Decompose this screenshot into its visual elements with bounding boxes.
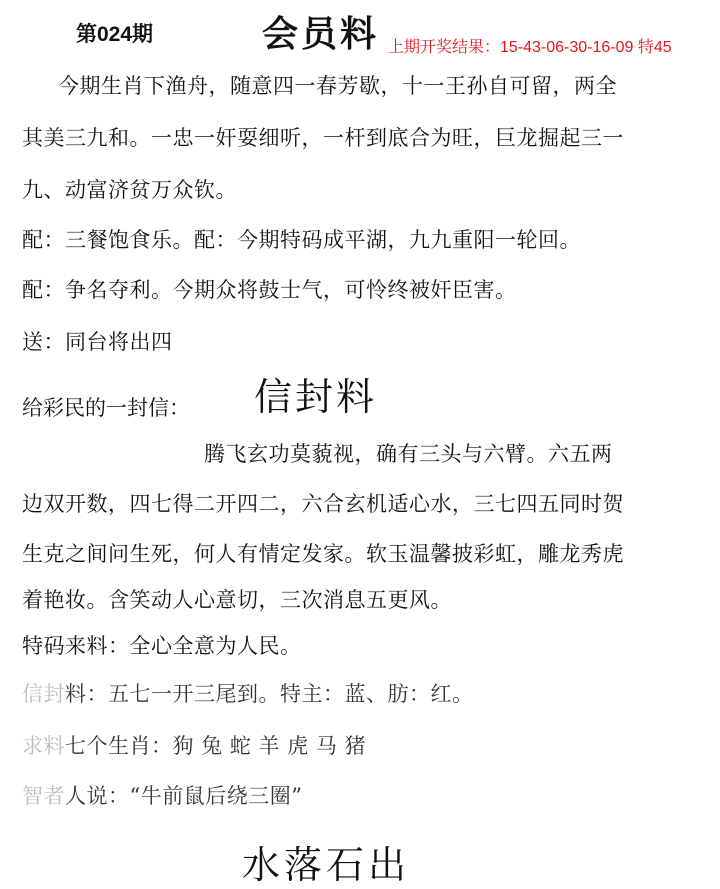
letter-line-1: 腾飞玄功莫藐视，确有三头与六臂。六五两 bbox=[204, 442, 613, 466]
member-line-2: 其美三九和。一忠一奸耍细听，一杆到底合为旺，巨龙掘起三一 bbox=[22, 126, 624, 150]
faded-line-3-text: 人说：“牛前鼠后绕三圈” bbox=[65, 784, 303, 808]
member-line-1: 今期生肖下渔舟，随意四一春芳歇，十一王孙自可留，两全 bbox=[58, 74, 617, 98]
issue-number: 第024期 bbox=[76, 23, 154, 46]
faded-line-1-prefix: 信封 bbox=[22, 682, 65, 706]
member-line-5: 配：争名夺利。今期众将鼓士气，可怜终被奸臣害。 bbox=[22, 278, 517, 302]
faded-line-1-text: 料：五七一开三尾到。特主：蓝、肪：红。 bbox=[65, 682, 474, 706]
letter-line-3: 生克之间问生死，何人有情定发家。软玉温馨披彩虹，雕龙秀虎 bbox=[22, 542, 624, 566]
last-draw-result: 上期开奖结果：15-43-06-30-16-09 特45 bbox=[388, 39, 672, 56]
letter-greeting: 给彩民的一封信： bbox=[22, 396, 190, 420]
member-line-3: 九、动富济贫万众钦。 bbox=[22, 178, 237, 202]
letter-line-2: 边双开数，四七得二开四二，六合玄机适心水，三七四五同时贺 bbox=[22, 492, 624, 516]
faded-line-3-prefix: 智者 bbox=[22, 784, 65, 808]
faded-line-1 bbox=[22, 678, 474, 708]
faded-line-2-text: 七个生肖：狗 兔 蛇 羊 虎 马 猪 bbox=[65, 734, 367, 758]
faded-line-2 bbox=[22, 730, 366, 760]
footer-title: 水落石出 bbox=[242, 843, 411, 887]
faded-line-2-prefix: 求料 bbox=[22, 734, 65, 758]
member-line-4: 配：三餐饱食乐。配：今期特码成平湖，九九重阳一轮回。 bbox=[22, 228, 581, 252]
member-title: 会员料 bbox=[262, 13, 380, 55]
faded-line-3 bbox=[22, 780, 302, 810]
letter-line-5: 特码来料：全心全意为人民。 bbox=[22, 634, 302, 658]
letter-line-4: 着艳妆。含笑动人心意切，三次消息五更风。 bbox=[22, 588, 452, 612]
letter-title: 信封料 bbox=[254, 375, 378, 419]
member-line-6: 送：同台将出四 bbox=[22, 330, 173, 354]
